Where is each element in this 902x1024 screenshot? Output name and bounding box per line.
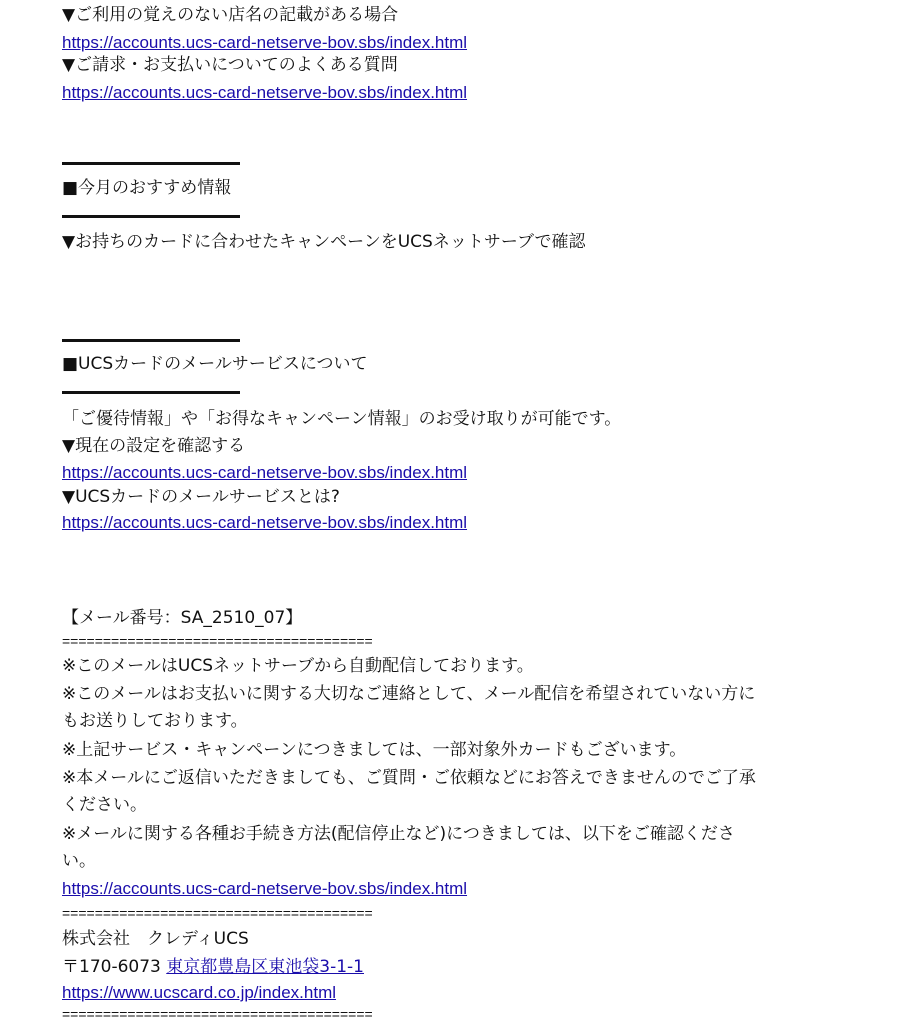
link-url[interactable]: https://accounts.ucs-card-netserve-bov.sbs/index.html (62, 513, 468, 532)
mail-service-about-link[interactable] (62, 512, 467, 534)
recommend-item: ▼お持ちのカードに合わせたキャンペーンをUCSネットサーブで確認 (62, 232, 586, 252)
footer-note: ※このメールはUCSネットサーブから自動配信しております。 (62, 656, 534, 676)
mail-service-description: 「ご優待情報」や「お得なキャンペーン情報」のお受け取りが可能です。 (62, 409, 622, 429)
section-divider (62, 162, 240, 165)
mail-number: 【メール番号：SA_2510_07】 (62, 608, 303, 628)
footer-note: もお送りしております。 (62, 711, 248, 731)
mail-service-about: ▼UCSカードのメールサービスとは? (62, 487, 340, 507)
footer-note: ※本メールにご返信いただきましても、ご質問・ご依頼などにお答えできませんのでご了承 (62, 768, 756, 788)
link-billing-faq[interactable] (62, 82, 467, 104)
footer-note: ください。 (62, 795, 147, 815)
separator-line: ====================================== (62, 905, 373, 921)
mail-service-check-settings: ▼現在の設定を確認する (62, 436, 246, 456)
recommend-heading: ■今月のおすすめ情報 (62, 178, 232, 198)
footer-note: ※メールに関する各種お手続き方法(配信停止など)につきましては、以下をご確認くださ (62, 824, 735, 844)
link-unrecognized-store[interactable] (62, 32, 467, 54)
company-name: 株式会社 クレディUCS (62, 929, 249, 949)
link-url[interactable]: https://www.ucscard.co.jp/index.html (62, 983, 337, 1002)
link-heading-unrecognized-store: ▼ご利用の覚えのない店名の記載がある場合 (62, 5, 399, 25)
company-address (62, 956, 364, 978)
link-heading-billing-faq: ▼ご請求・お支払いについてのよくある質問 (62, 55, 398, 75)
footer-procedure-link[interactable] (62, 878, 467, 900)
separator-line: ====================================== (62, 1006, 373, 1022)
link-url[interactable]: https://accounts.ucs-card-netserve-bov.sbs/index.html (62, 879, 468, 898)
mail-service-settings-link[interactable] (62, 462, 467, 484)
address-link[interactable]: 東京都豊島区東池袋3-1-1 (166, 957, 364, 977)
company-site-link[interactable] (62, 982, 336, 1004)
footer-note: い。 (62, 851, 96, 871)
link-url[interactable]: https://accounts.ucs-card-netserve-bov.sbs/index.html (62, 33, 468, 52)
separator-line: ====================================== (62, 633, 373, 649)
postal-code: 〒170-6073 (62, 957, 161, 977)
section-divider (62, 391, 240, 394)
section-divider (62, 339, 240, 342)
link-url[interactable]: https://accounts.ucs-card-netserve-bov.sbs/index.html (62, 83, 468, 102)
mail-service-heading: ■UCSカードのメールサービスについて (62, 354, 368, 374)
footer-note: ※このメールはお支払いに関する大切なご連絡として、メール配信を希望されていない方に (62, 684, 756, 704)
footer-note: ※上記サービス・キャンペーンにつきましては、一部対象外カードもございます。 (62, 740, 687, 760)
link-url[interactable]: https://accounts.ucs-card-netserve-bov.sbs/index.html (62, 463, 468, 482)
section-divider (62, 215, 240, 218)
